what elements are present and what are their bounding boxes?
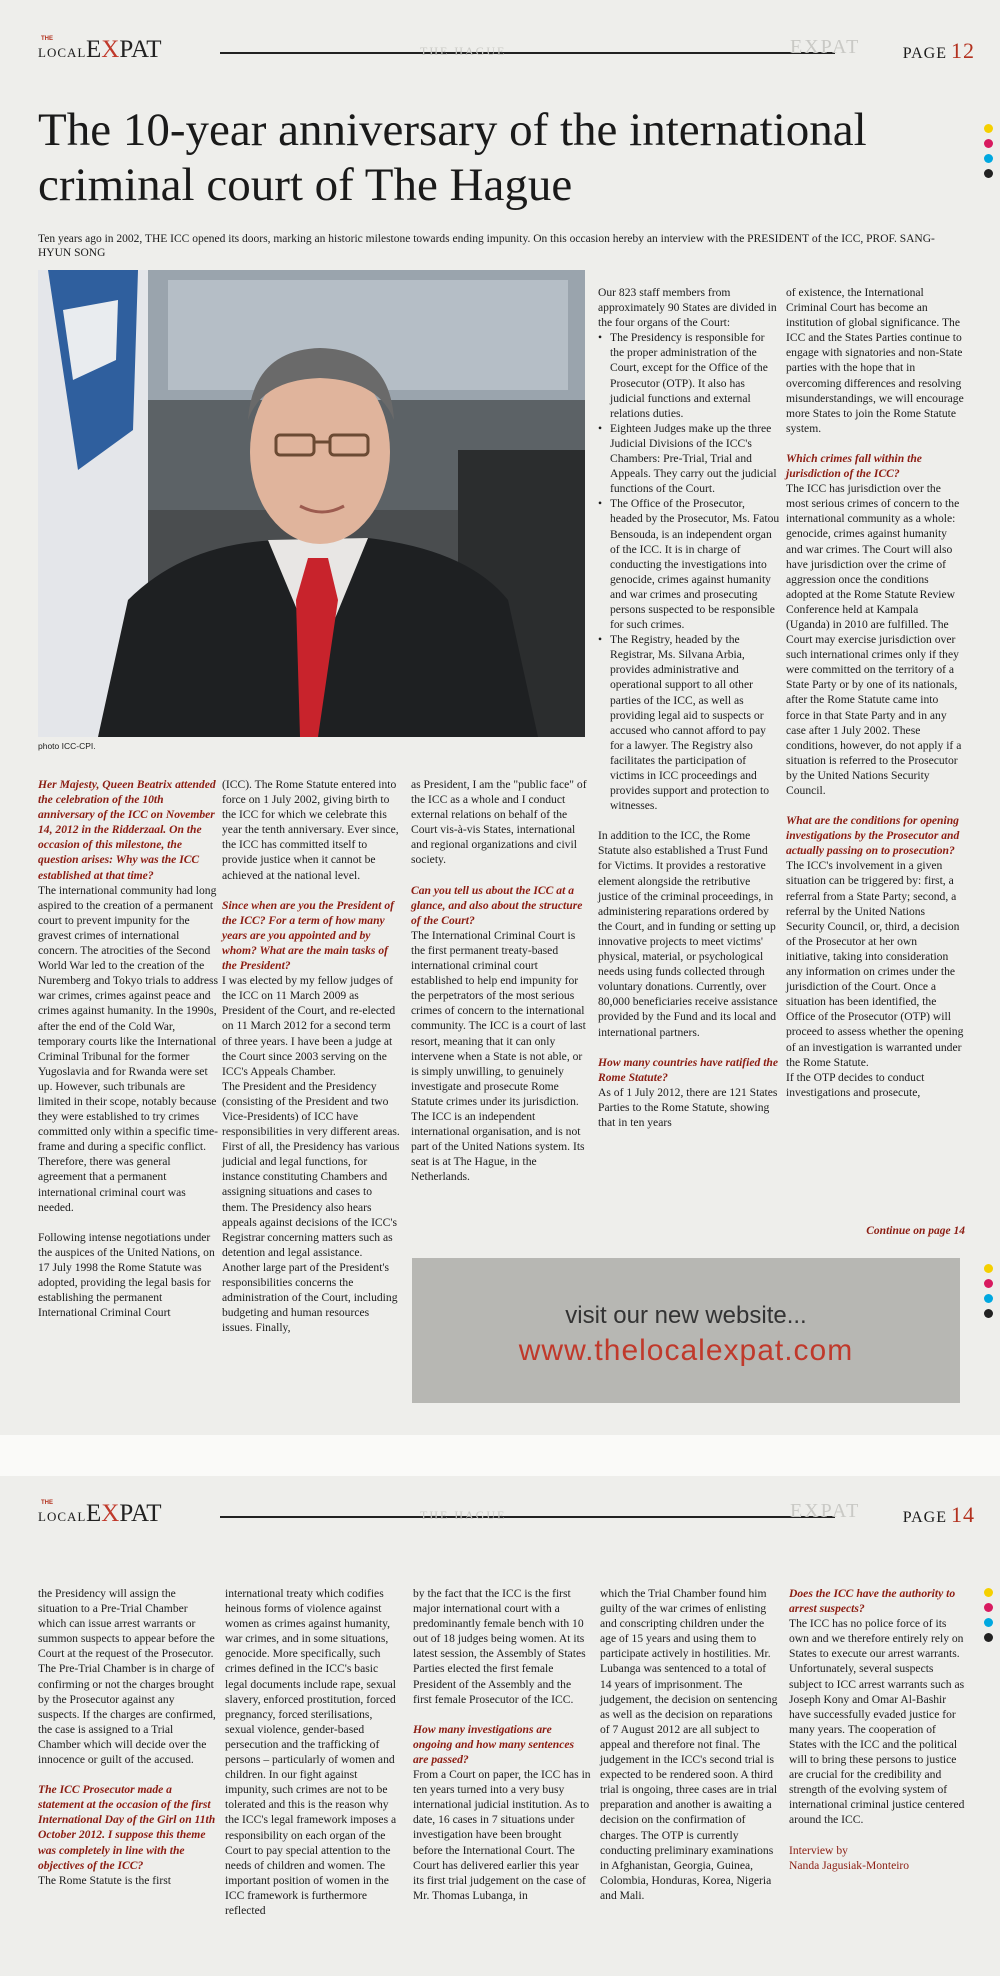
bleed-through-text: EXPAT [790,36,861,58]
article-column: by the fact that the ICC is the first major international court with a predominantly female bench with 10 out of 18 judges being women. At its latest session, the Assembly of States Parties elected the first female President of the Assembly and the first female Prosecutor of the ICC. How many investigations are ongoing and how many sentences are passed? From a Court on paper, the ICC has in ten years turned into a very busy international judicial institution. As to date, 16 cases in 7 situations under investigation have been brought before the International Court. The Court has delivered earlier this year its first trial judgement on the case of Mr. Thomas Lubanga, in [413,1587,591,1902]
article-column: (ICC). The Rome Statute entered into force on 1 July 2002, giving birth to the ICC for which we celebrate this year the tenth anniversary. Ever since, the ICC has committed itself to provide justice when it cannot be achieved at the national level. Since when are you the President of the ICC? For a term of how many years are you appointed and by whom? What are the main tasks of the President? I was elected by my fellow judges of the ICC on 11 March 2009 as President of the Court, and re-elected on 11 March 2012 for a second term of three years. I have been a judge at the Court since 2003 serving on the ICC's Appeals Chamber. The President and the Presidency (consisting of the President and two Vice-Presidents) of ICC have responsibilities in very different areas. First of all, the Presidency has various judicial and legal functions, for instance constituting Chambers and assigning situations and cases to them. The Presidency also hears appeals against decisions of the ICC's Registrar concerning matters such as detention and legal assistance. Another large part of the President's responsibilities concerns the administration of the Court, including budgeting and human resources issues. Finally, [222,778,400,1335]
article-column: Her Majesty, Queen Beatrix attended the celebration of the 10th anniversary of the ICC on November 14, 2012 in the Ridderzaal. On the occasion of this milestone, the question arises: Why was the ICC established at that time? The international community had long aspired to the creation of a permanent court to prevent impunity for the gravest crimes of international concern. The atrocities of the Second World War led to the creation of the Nuremberg and Tokyo trials to address war crimes, crimes against peace and crimes against humanity. In the 1990s, after the end of the Cold War, temporary courts like the International Criminal Tribunal for the former Yugoslavia and for Rwanda were set up. However, such tribunals are limited in their scope, notably because they were established to try crimes committed only within a specific time-frame and during a specific conflict. Therefore, there was general agreement that a permanent international criminal court was needed. Following intense negotiations under the auspices of the United Nations, on 17 July 1998 the Rome Statute was adopted, providing the legal basis for establishing the permanent International Criminal Court [38,778,219,1320]
color-registration-dots [984,1588,994,1648]
color-registration-dots [984,124,994,184]
article-column: Does the ICC have the authority to arrest suspects? The ICC has no police force of its own and we therefore entirely rely on States to execute our arrest warrants. Unfortunately, several suspects subject to ICC arrest warrants such as Joseph Kony and Omar Al-Bashir have successfully evaded justice for many years. The cooperation of States with the ICC and the political will to bring these persons to justice are crucial for the credibility and strength of the evolving system of international criminal justice centered around the ICC. Interview by Nanda Jagusiak-Monteiro [789,1587,965,1872]
list-item: • The Office of the Prosecutor, headed by the Prosecutor, Ms. Fatou Bensouda, is an independent organ of the ICC. It is in charge of conducting the investigations into genocide, crimes against humanity and war crimes and prosecuting persons suspected to be responsible for such crimes. [598,496,780,632]
page-gap [0,1435,1000,1476]
interview-question: How many investigations are ongoing and how many sentences are passed? [413,1722,575,1766]
list-item: • Eighteen Judges make up the three Judicial Divisions of the ICC's Chambers: Pre-Trial, Trial and Appeals. They carry out the judicial functions of the Court. [598,421,780,496]
interview-question: How many countries have ratified the Rome Statute? [598,1055,779,1084]
bleed-through-text: THE HAGUE [420,44,507,58]
interview-question: Can you tell us about the ICC at a glance, and also about the structure of the Court? [411,883,583,927]
page-header: THE LOCAL EXPAT PAGE 14 [38,1500,975,1527]
article-title: The 10-year anniversary of the international criminal court of The Hague [38,104,867,211]
interview-question: Which crimes fall within the jurisdiction of the ICC? [786,451,922,481]
interviewer-name: Nanda Jagusiak-Monteiro [789,1858,910,1872]
website-advertisement: visit our new website... www.thelocalexpat.com [412,1258,960,1403]
bleed-through-text: THE HAGUE [420,1508,507,1522]
page-header: THE LOCAL EXPAT PAGE 12 [38,36,975,63]
article-column: as President, I am the "public face" of the ICC as a whole and I conduct external relations on behalf of the Court vis-à-vis States, international and regional organizations and civil society. Can you tell us about the ICC at a glance, and also about the structure of the Court? The International Criminal Court is the first permanent treaty-based international criminal court established to help end impunity for the perpetrators of the most serious crimes of concern to the international community. The ICC is a court of last resort, meaning that it can only intervene when a State is not able, or is simply unwilling, to genuinely investigate and prosecute Rome Statute crimes under its jurisdiction. The ICC is an independent international organisation, and is not part of the United Nations system. Its seat is at The Hague, in the Netherlands. [411,777,591,1184]
interview-question: Her Majesty, Queen Beatrix attended the celebration of the 10th anniversary of the ICC on November 14, 2012 in the Ridderzaal. On the occasion of this milestone, the question arises: Why was the ICC established at that time? [38,778,216,882]
photo-credit: photo ICC-CPI. [38,741,96,751]
article-column: Our 823 staff members from approximately 90 States are divided in the four organs of the Court: • The Presidency is responsible for the proper administration of the Court, except for the Office of the Prosecutor (OTP). It also has judicial functions and external relations duties. • Eighteen Judges make up the three Judicial Divisions of the ICC's Chambers: Pre-Trial, Trial and Appeals. They carry out the judicial functions of the Court. • The Office of the Prosecutor, headed by the Prosecutor, Ms. Fatou Bensouda, is an independent organ of the ICC. It is in charge of conducting the investigations into genocide, crimes against humanity and war crimes and prosecuting persons suspected to be responsible for such crimes. • The Registry, headed by the Registrar, Ms. Silvana Arbia, provides administrative and operational support to all other parties of the ICC, as well as providing legal aid to suspects or accused who cannot afford to pay for a lawyer. The Registry also facilitates the participation of victims in ICC proceedings and provides support and protection to witnesses. In addition to the ICC, the Rome Statute also established a Trust Fund for Victims. It provides a restorative element alongside the retributive justice of the criminal proceedings, in administering reparations ordered by the Court, and in funding or setting up innovative projects to meet victims' physical, material, or psychological needs using funds collected through voluntary donations. Currently, over 80,000 beneficiaries receive assistance provided by the Fund and its local and international partners. How many countries have ratified the Rome Statute? As of 1 July 2012, there are 121 States Parties to the Rome Statute, showing that in ten years [598,285,780,1130]
list-item: • The Presidency is responsible for the proper administration of the Court, except for the Office of the Prosecutor (OTP). It also has judicial functions and external relations duties. [598,330,780,421]
interview-question: What are the conditions for opening investigations by the Prosecutor and actually passing on to prosecution? [786,814,960,858]
interview-question: The ICC Prosecutor made a statement at the occasion of the first International Day of the Girl on 11th October 2012. I suppose this theme was completely in line with the objectives of the ICC? [38,1783,216,1872]
bleed-through-text: EXPAT [790,1500,861,1522]
header-rule [220,52,835,54]
article-column: international treaty which codifies heinous forms of violence against women as crimes against humanity, war crimes, and in some situations, genocide. More specifically, such crimes defined in the ICC's basic legal documents include rape, sexual slavery, enforced prostitution, forced pregnancy, forced sterilisations, sexual violence, gender-based persecution and the trafficking of persons – particularly of women and children. In our fight against impunity, such crimes are not to be tolerated and this is the reason why the ICC's legal framework imposes a responsibility on each organ of the Court to pay special attention to the needs of children and women. The important position of women in the ICC framework is furthermore reflected [225,1587,397,1917]
president-portrait-photo [38,270,585,737]
article-column: of existence, the International Criminal Court has become an institution of global significance. The ICC and the States Parties continue to engage with signatories and non-State parties with the hope that in overcoming differences and resolving misunderstandings, we will encourage more States to join the Rome Statute system. Which crimes fall within the jurisdiction of the ICC? The ICC has jurisdiction over the most serious crimes of concern to the international community as a whole: genocide, crimes against humanity and war crimes. The Court will also have jurisdiction over the crime of aggression once the conditions adopted at the Rome Statute Review Conference held at Kampala (Uganda) in 2010 are fulfilled. The Court may exercise jurisdiction over such international crimes only if they were committed on the territory of a State Party or by one of its nationals, after the Rome Statute came into force in that State Party and in any case after 1 July 2002. These conditions, however, do not apply if a situation is referred to the Prosecutor by the United Nations Security Council. What are the conditions for opening investigations by the Prosecutor and actually passing on to prosecution? The ICC's involvement in a given situation can be triggered by: first, a referral from a State Party; second, a referral by the United Nations Security Council, or, third, a decision of the Prosecutor at her own initiative, taking into consideration any information on crimes under the jurisdiction of the Court. Once a situation has been identified, the Office of the Prosecutor (OTP) will proceed to assess whether the opening of an investigation is warranted under the Rome Statute. If the OTP decides to conduct investigations and prosecute, [786,286,964,1099]
header-rule [220,1516,835,1518]
list-item: • The Registry, headed by the Registrar, Ms. Silvana Arbia, provides administrative and operational support to all other parties of the ICC, as well as providing legal aid to suspects or accused who cannot afford to pay for a lawyer. The Registry also facilitates the participation of victims in ICC proceedings and provides support and protection to witnesses. [598,632,780,813]
page-14 [0,1476,1000,1976]
page-number: PAGE 14 [902,1502,975,1527]
interview-question: Since when are you the President of the ICC? For a term of how many years are you appointed and by whom? What are the main tasks of the President? [222,898,394,973]
website-url-link[interactable]: www.thelocalexpat.com [518,1334,854,1367]
article-column: which the Trial Chamber found him guilty of the war crimes of enlisting and conscripting children under the age of 15 years and using them to participate actively in hostilities. Mr. Lubanga was sentenced to a total of 14 years of imprisonment. The judgement, the decision on sentencing as well as the decision on reparations of 7 August 2012 are all subject to appeal and therefore not final. The judgement in the ICC's second trial is expected to be rendered soon. A third trial is ongoing, three cases are in trial preparation and another is awaiting a decision on the confirmation of charges. The OTP is currently conducting preliminary examinations in Afghanistan, Georgia, Guinea, Colombia, Honduras, Korea, Nigeria and Mali. [600,1587,778,1902]
standfirst: Ten years ago in 2002, THE ICC opened its doors, marking an historic milestone towards ending impunity. On this occasion hereby an interview with the PRESIDENT of the ICC, PROF. SANG-HYUN SONG [38,233,935,259]
interview-byline-label: Interview by [789,1843,848,1857]
interview-question: Does the ICC have the authority to arrest suspects? [789,1587,956,1616]
color-registration-dots [984,1264,994,1324]
page-number: PAGE 12 [902,38,975,63]
continue-on-page-14-link[interactable]: Continue on page 14 [866,1225,965,1237]
article-column: the Presidency will assign the situation to a Pre-Trial Chamber which can issue arrest warrants or summon suspects to appear before the Court at the request of the Prosecutor. The Pre-Trial Chamber is in charge of confirming or not the charges brought by the Prosecutor against any suspects. If the charges are confirmed, the case is assigned to a Trial Chamber which will decide over the innocence or guilt of the accused. The ICC Prosecutor made a statement at the occasion of the first International Day of the Girl on 11th October 2012. I suppose this theme was completely in line with the objectives of the ICC? The Rome Statute is the first [38,1587,216,1887]
